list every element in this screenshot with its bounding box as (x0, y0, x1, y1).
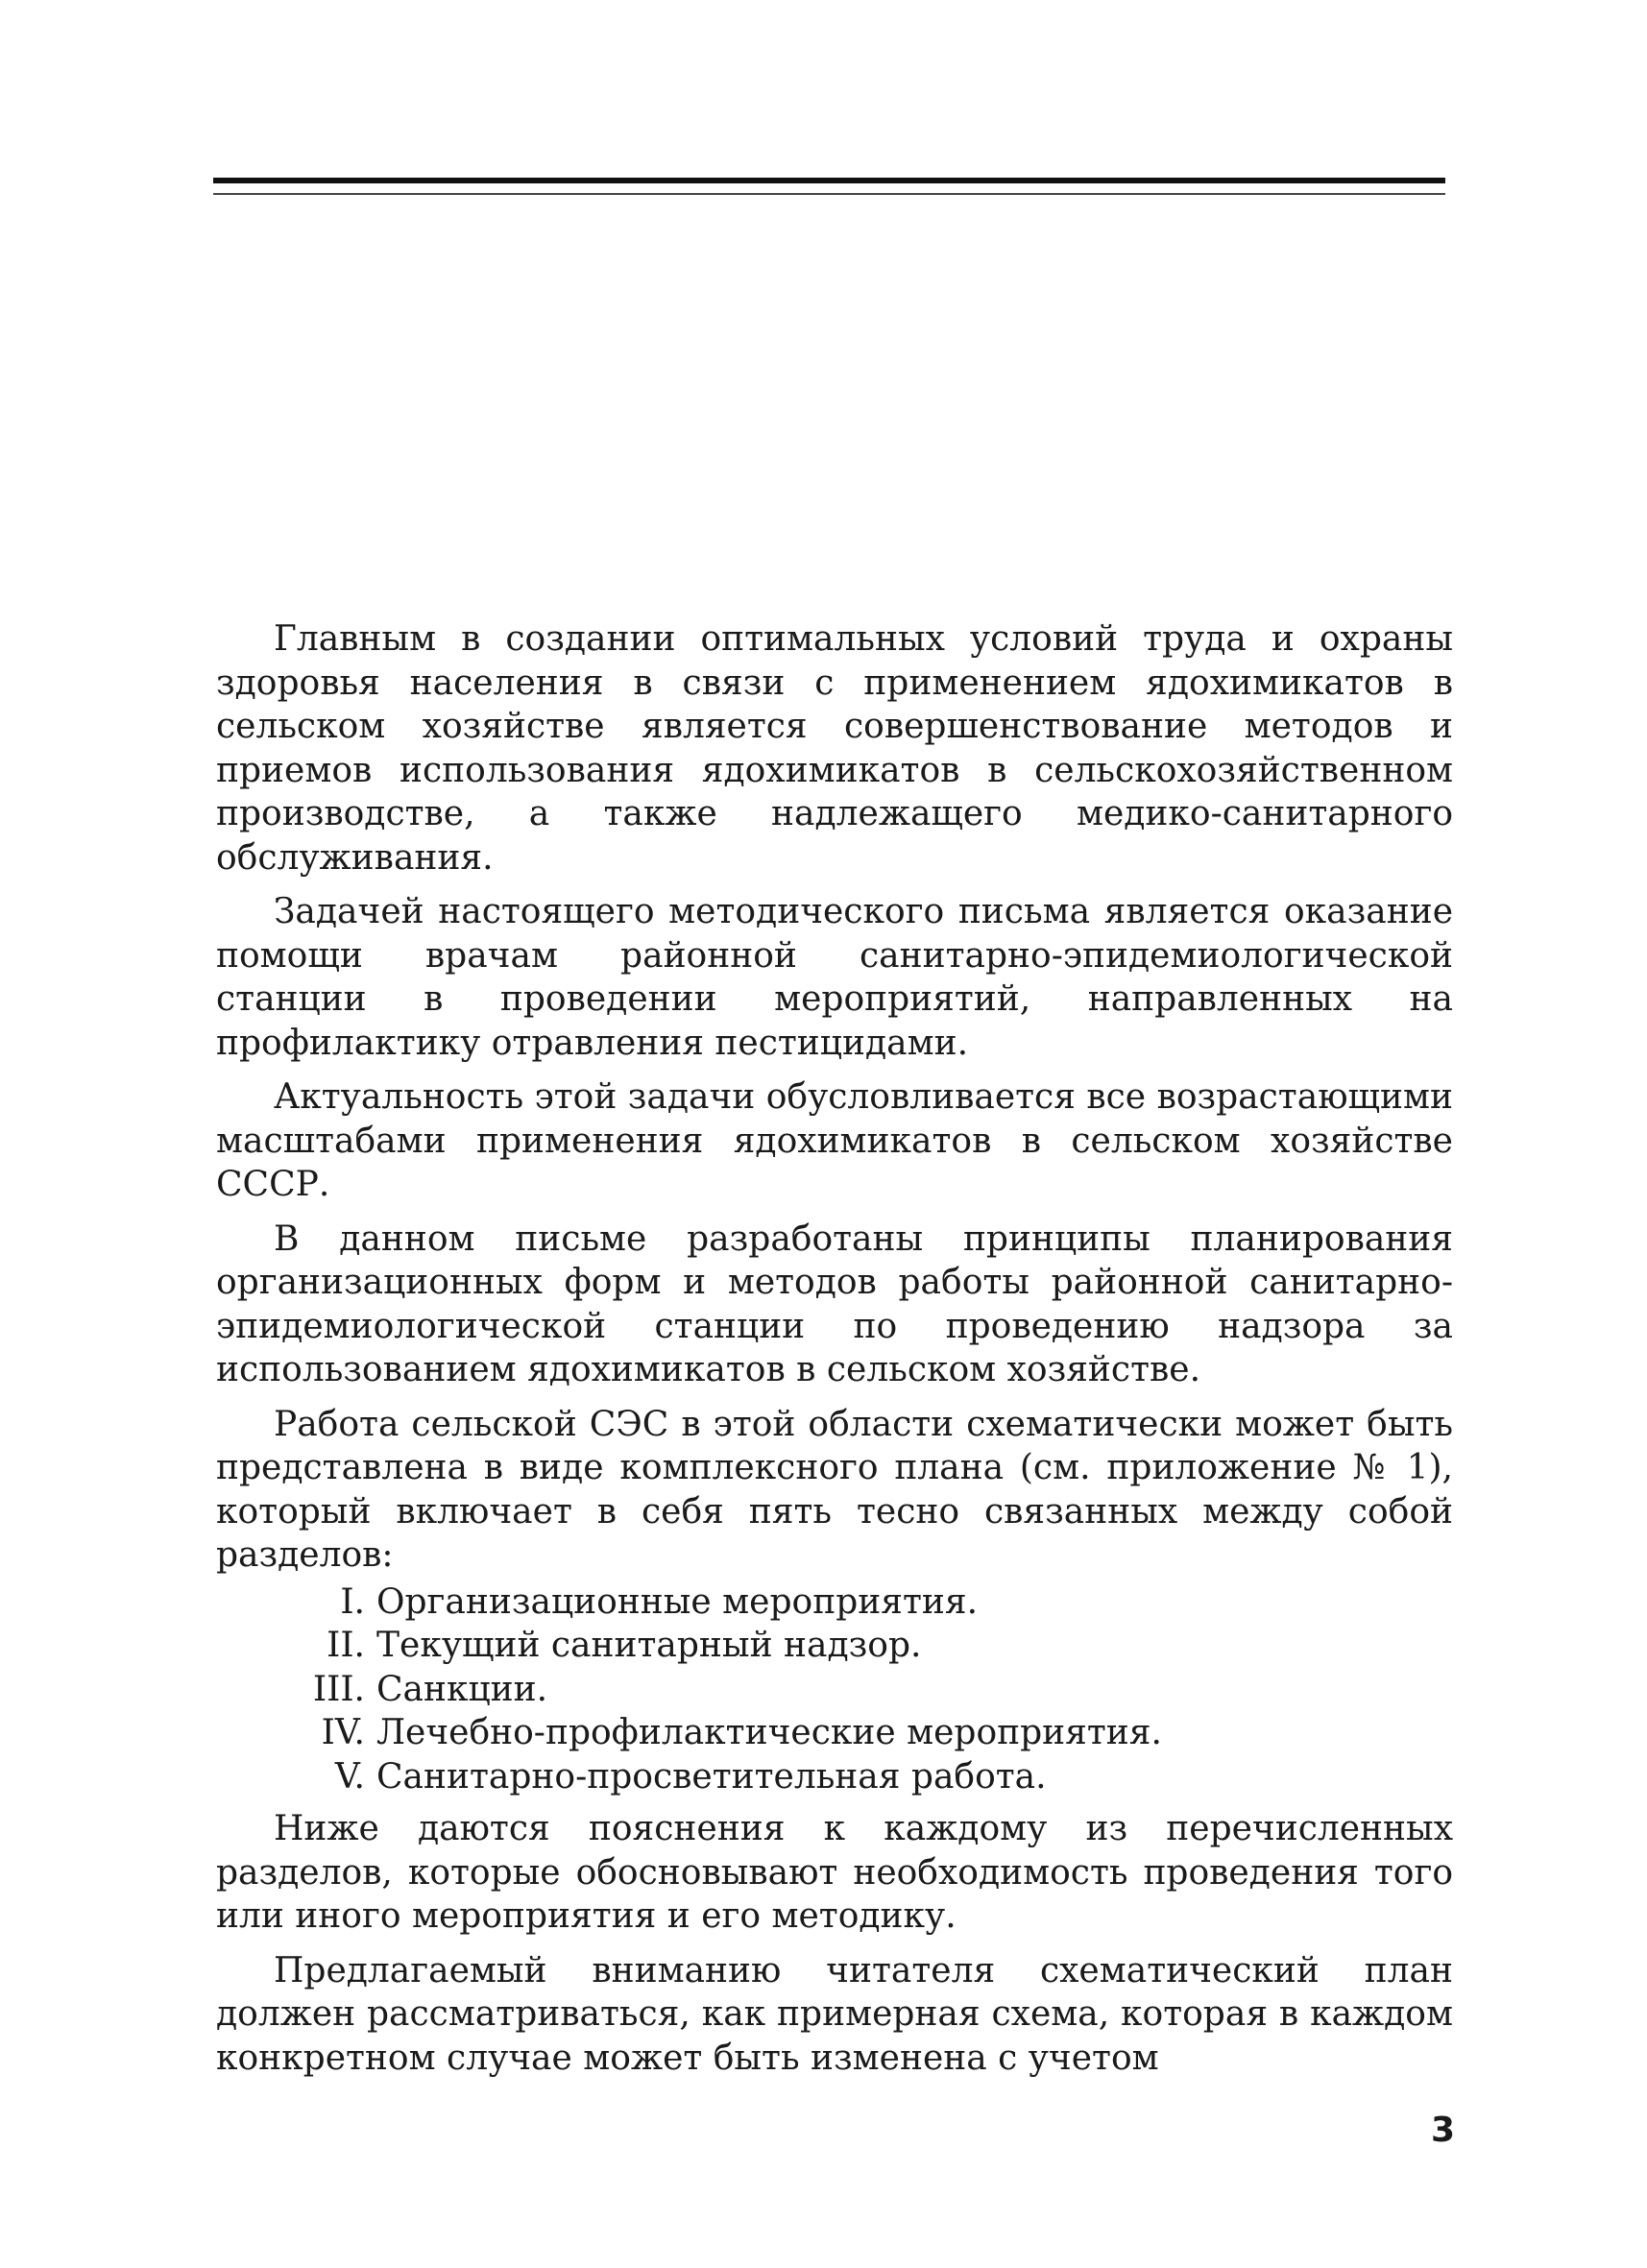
list-item (216, 1668, 1453, 1712)
list-item (216, 1755, 1453, 1799)
header-rule-thick (213, 178, 1445, 183)
paragraph-plan: Работа сельской СЭС в этой области схематически может быть представлена в виде комплексного плана (см. приложение № 1), который включает в себя пять тесно связанных между собой разделов: (216, 1404, 1453, 1575)
body-text (216, 617, 1453, 2080)
paragraph-scheme: Предлагаемый вниманию читателя схематический план должен рассматриваться, как примерная схема, которая в каждом конкретном случае может быть изменена с учетом (216, 1950, 1453, 2078)
header-rule-thin (213, 193, 1445, 195)
list-item (216, 1711, 1453, 1755)
paragraph-relevance: Актуальность этой задачи обусловливается все возрастающими масштабами применения ядохимикатов в сельском хозяйстве СССР. (216, 1077, 1453, 1204)
paragraph-intro: Главным в создании оптимальных условий труда и охраны здоровья населения в связи с применением ядохимикатов в сельском хозяйстве является совершенствование методов и приемов использования ядохимикатов в сельскохозяйственном производстве, а также надлежащего медико-санитарного обслуживания. (216, 619, 1453, 878)
section-number: II. (327, 1626, 365, 1665)
section-title: Санкции. (376, 1669, 548, 1709)
sections-list (216, 1580, 1453, 1799)
section-title: Санитарно-просветительная работа. (376, 1756, 1047, 1797)
list-item (216, 1580, 1453, 1625)
section-number: III. (312, 1669, 365, 1709)
section-title: Текущий санитарный надзор. (376, 1626, 922, 1665)
paragraph-task: Задачей настоящего методического письма является оказание помощи врачам районной санитарно-эпидемиологической станции в проведении мероприятий, направленных на профилактику отравления пестицидами. (216, 892, 1453, 1063)
list-item (216, 1624, 1453, 1668)
section-number: IV. (321, 1713, 365, 1752)
section-number: V. (334, 1756, 365, 1797)
section-title: Организационные мероприятия. (376, 1581, 979, 1622)
section-title: Лечебно-профилактические мероприятия. (376, 1713, 1162, 1752)
section-number: I. (340, 1581, 365, 1622)
page-number: 3 (1430, 2111, 1455, 2150)
paragraph-explanations: Ниже даются пояснения к каждому из перечисленных разделов, которые обосновывают необходимость проведения того или иного мероприятия и его методику. (216, 1809, 1453, 1936)
paragraph-principles: В данном письме разработаны принципы планирования организационных форм и методов работы районной санитарно-эпидемиологической станции по проведению надзора за использованием ядохимикатов в сельском хозяйстве. (216, 1218, 1453, 1389)
